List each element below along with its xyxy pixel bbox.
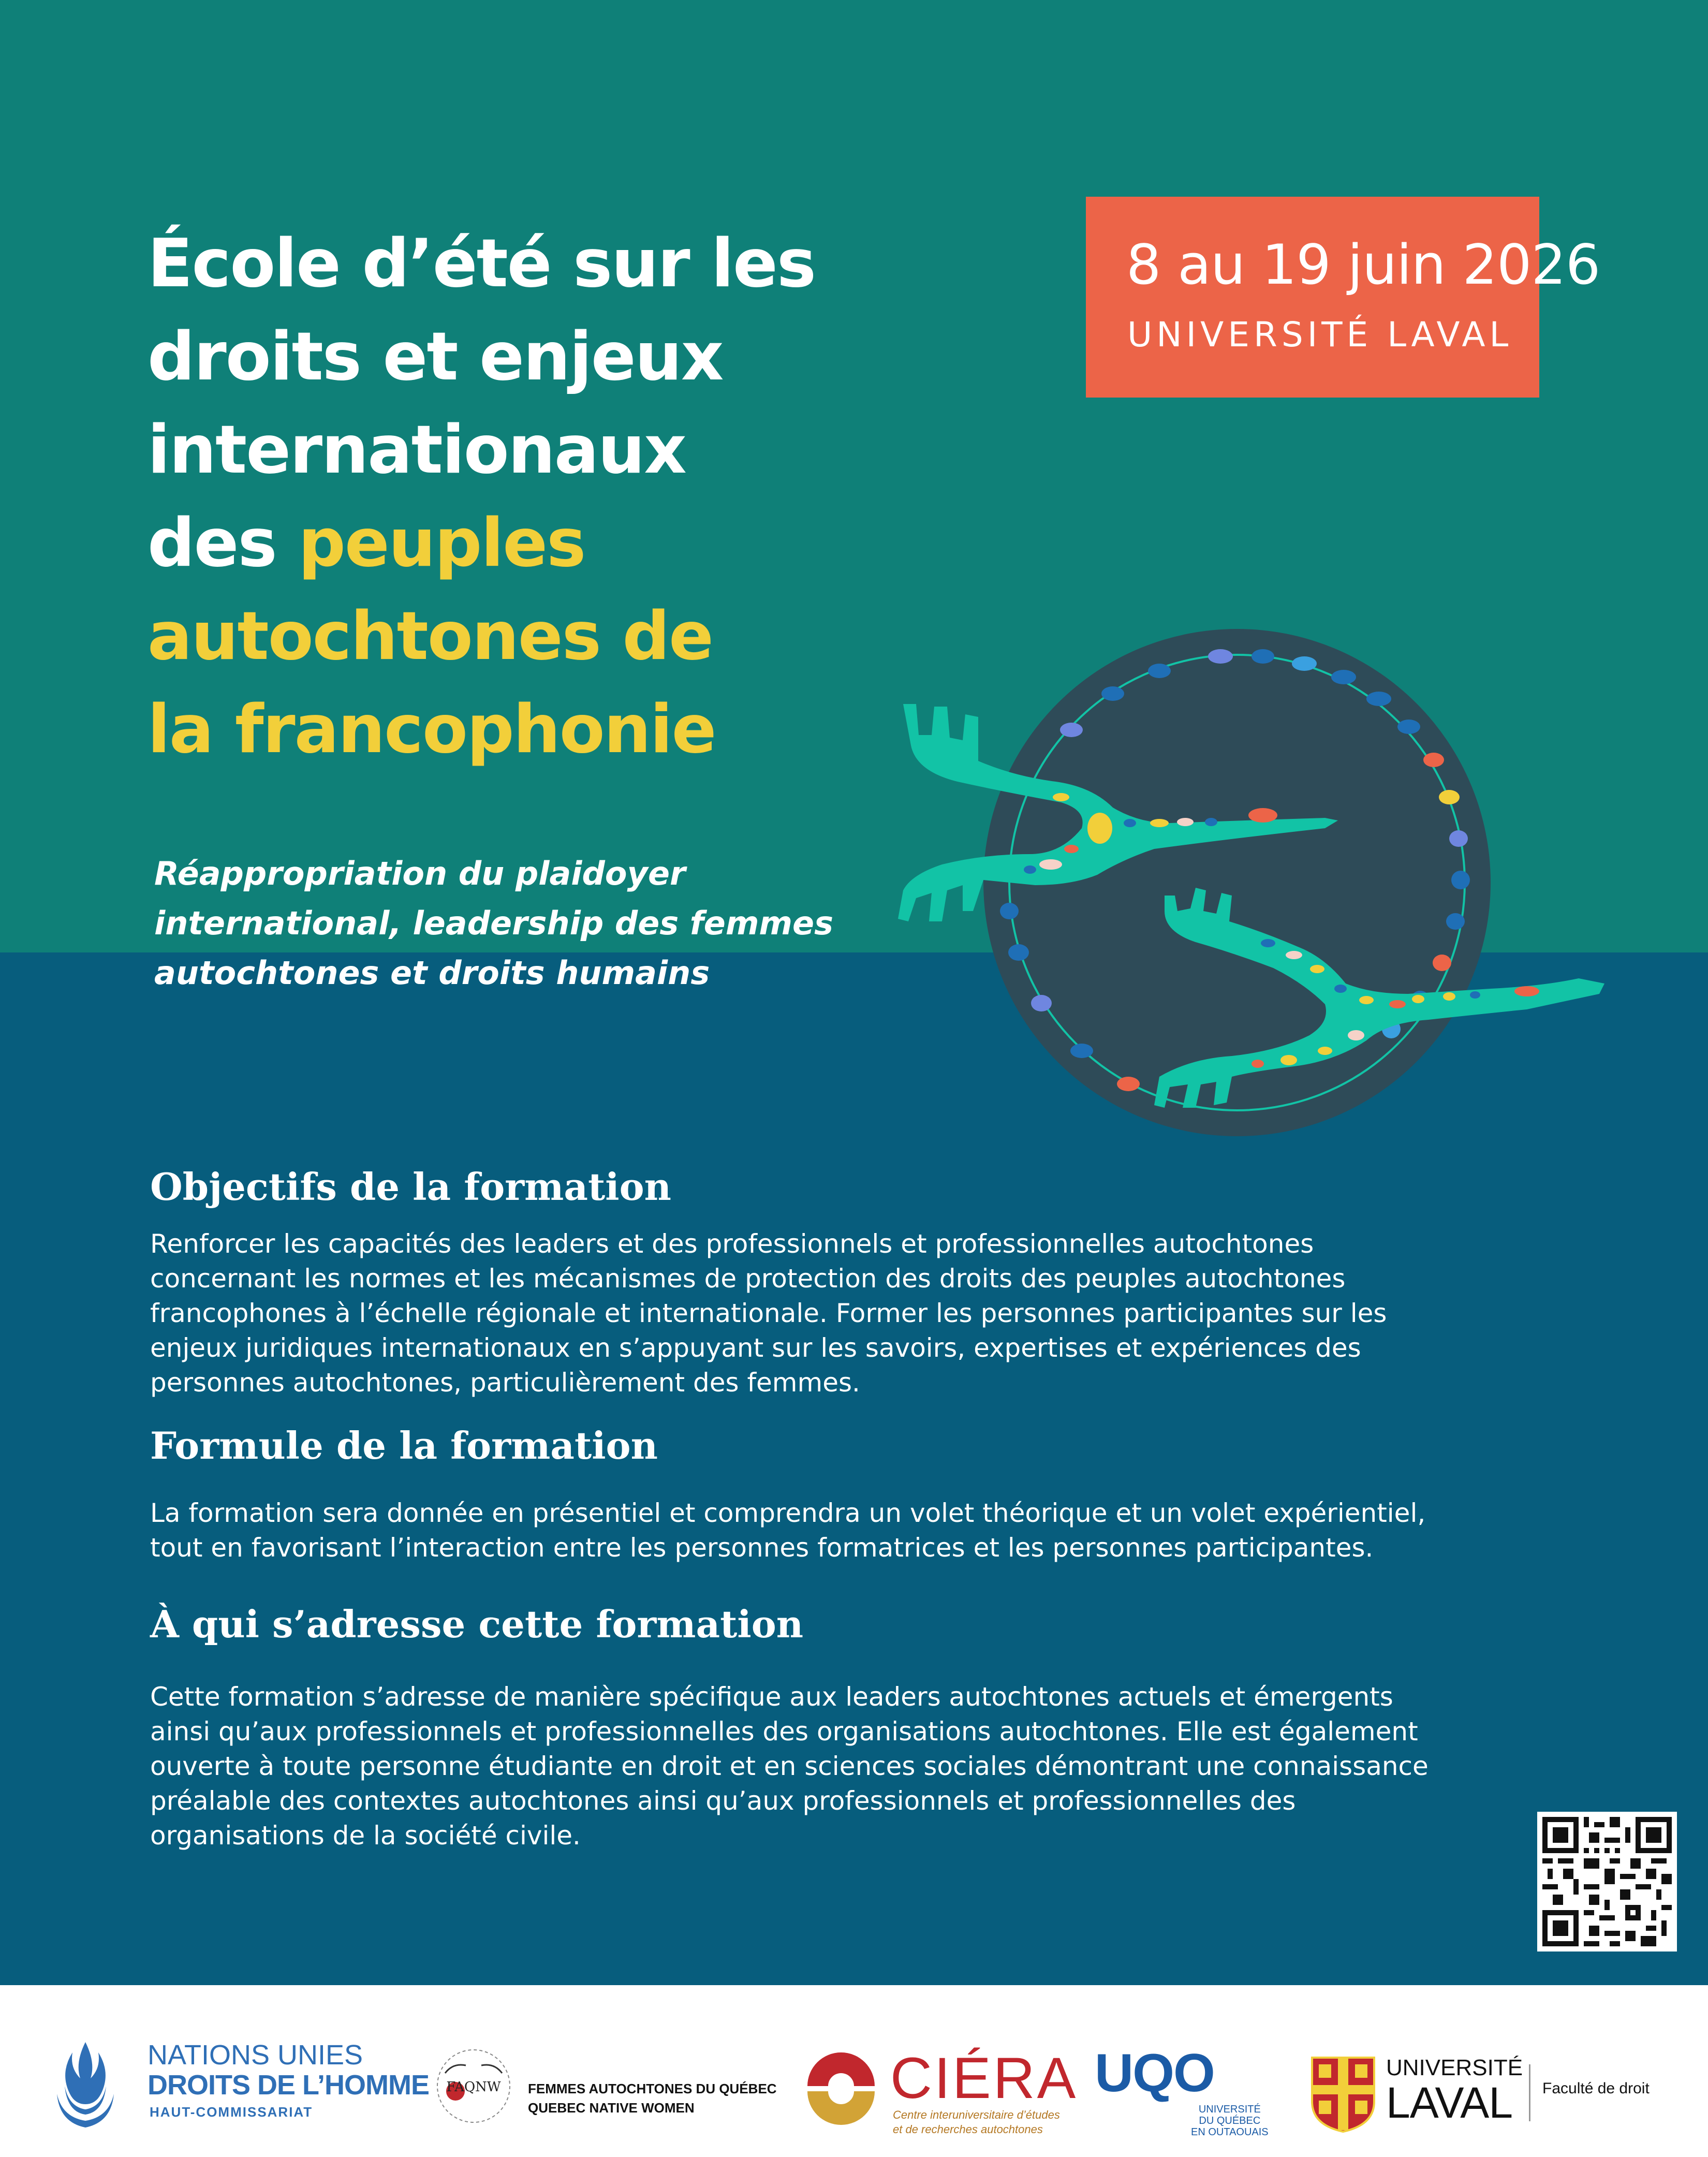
body-line: préalable des contextes autochtones ainsi qu’aux professionnels et professionnelles des bbox=[150, 1786, 1296, 1816]
faq-mark: FAQNW bbox=[446, 2079, 501, 2095]
universite-laval-logo bbox=[1309, 2055, 1672, 2143]
section-heading: À qui s’adresse cette formation bbox=[150, 1602, 804, 1646]
subtitle bbox=[154, 849, 905, 998]
body-line: concernant les normes et les mécanismes de protection des droits des peuples autochtones bbox=[150, 1264, 1346, 1294]
section-heading: Objectifs de la formation bbox=[150, 1165, 671, 1209]
event-location: UNIVERSITÉ LAVAL bbox=[1127, 315, 1513, 355]
title-highlight: peuples bbox=[298, 505, 585, 582]
body-line: ouverte à toute personne étudiante en droit et en sciences sociales démontrant une connaissance bbox=[150, 1751, 1429, 1781]
ciera-name: CIÉRA bbox=[890, 2046, 1078, 2110]
ciera-desc-line: Centre interuniversitaire d’études bbox=[893, 2108, 1060, 2121]
faq-emblem-icon bbox=[424, 2042, 523, 2130]
uqo-logo bbox=[1095, 2043, 1281, 2148]
title-line: des bbox=[148, 505, 299, 582]
uqo-description bbox=[1191, 2104, 1269, 2138]
body-line: organisations de la société civile. bbox=[150, 1821, 581, 1851]
body-line: La formation sera donnée en présentiel et comprendra un volet théorique et un volet expérientiel, bbox=[150, 1498, 1426, 1528]
ciera-description bbox=[893, 2108, 1060, 2137]
section-body bbox=[150, 1680, 1599, 1853]
uqo-desc-line: EN OUTAOUAIS bbox=[1191, 2126, 1269, 2138]
ulaval-line-1: UNIVERSITÉ bbox=[1386, 2055, 1523, 2080]
subtitle-line: Réappropriation du plaidoyer bbox=[154, 855, 686, 892]
uqo-name: UQO bbox=[1095, 2043, 1214, 2103]
body-line: Renforcer les capacités des leaders et des professionnels et professionnelles autochtones bbox=[150, 1229, 1314, 1259]
ulaval-shield-icon bbox=[1309, 2055, 1377, 2133]
body-line: personnes autochtones, particulièrement des femmes. bbox=[150, 1368, 860, 1398]
faq-logo bbox=[424, 2042, 787, 2130]
faq-line-1: FEMMES AUTOCHTONES DU QUÉBEC bbox=[528, 2081, 777, 2096]
un-line-2: DROITS DE L’HOMME bbox=[148, 2070, 430, 2101]
ulaval-line-2: LAVAL bbox=[1386, 2078, 1513, 2127]
body-line: francophones à l’échelle régionale et internationale. Former les personnes participantes sur les bbox=[150, 1298, 1387, 1328]
un-human-rights-logo bbox=[44, 2032, 430, 2135]
ciera-logo bbox=[805, 2045, 1084, 2143]
qr-code[interactable] bbox=[1537, 1812, 1677, 1951]
section-body bbox=[150, 1496, 1599, 1565]
title-line: droits et enjeux bbox=[148, 318, 723, 395]
body-line: tout en favorisant l’interaction entre les personnes formatrices et les personnes participantes. bbox=[150, 1533, 1374, 1563]
uqo-desc-line: UNIVERSITÉ bbox=[1198, 2104, 1261, 2115]
indigenous-art-illustration bbox=[880, 616, 1615, 1154]
faq-line-2: QUEBEC NATIVE WOMEN bbox=[528, 2100, 695, 2116]
body-line: enjeux juridiques internationaux en s’appuyant sur les savoirs, expertises et expériences des bbox=[150, 1333, 1361, 1363]
title-highlight: autochtones de bbox=[148, 598, 713, 675]
title-line: École d’été sur les bbox=[148, 225, 815, 302]
event-dates: 8 au 19 juin 2026 bbox=[1126, 233, 1600, 297]
title-line: internationaux bbox=[148, 412, 686, 489]
un-line-3: HAUT-COMMISSARIAT bbox=[150, 2104, 313, 2120]
ciera-emblem-icon bbox=[805, 2050, 877, 2127]
body-line: Cette formation s’adresse de manière spécifique aux leaders autochtones actuels et émergents bbox=[150, 1682, 1393, 1712]
page-title bbox=[148, 217, 1002, 776]
un-flame-icon bbox=[44, 2032, 127, 2135]
qr-code-icon bbox=[1542, 1817, 1672, 1946]
un-line-1: NATIONS UNIES bbox=[148, 2039, 363, 2071]
section-body bbox=[150, 1227, 1599, 1400]
title-highlight: la francophonie bbox=[148, 691, 716, 768]
subtitle-line: international, leadership des femmes bbox=[154, 904, 833, 942]
subtitle-line: autochtones et droits humains bbox=[154, 954, 710, 992]
ciera-desc-line: et de recherches autochtones bbox=[893, 2123, 1043, 2136]
section-heading: Formule de la formation bbox=[150, 1424, 658, 1468]
body-line: ainsi qu’aux professionnels et professionnelles des organisations autochtones. Elle est également bbox=[150, 1716, 1418, 1747]
date-banner bbox=[1086, 197, 1600, 398]
uqo-desc-line: DU QUÉBEC bbox=[1199, 2115, 1261, 2126]
logo-divider bbox=[1529, 2064, 1530, 2121]
faculty-name: Faculté de droit bbox=[1542, 2080, 1650, 2097]
